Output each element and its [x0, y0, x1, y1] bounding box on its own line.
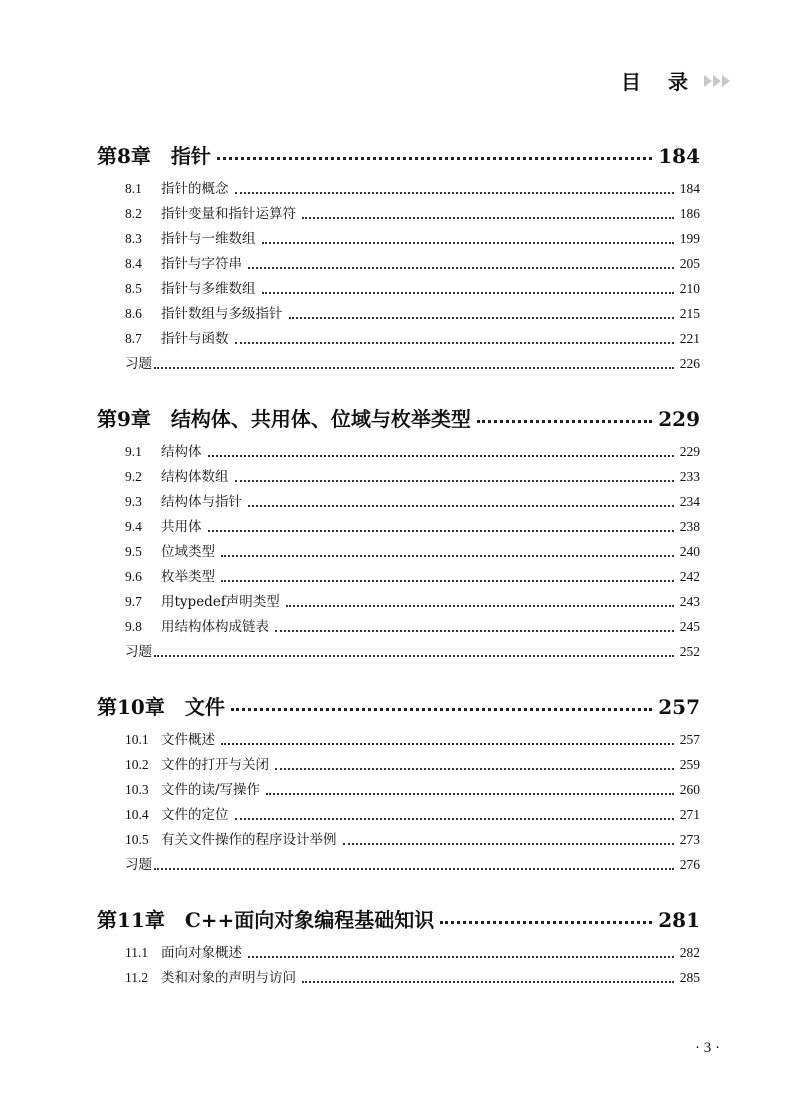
leader-dots	[275, 768, 674, 770]
section-page: 282	[679, 945, 700, 960]
section-number: 9.2	[125, 469, 142, 484]
section-number: 8.2	[125, 206, 142, 221]
chapter-number: 第10章	[97, 695, 165, 719]
section-page: 259	[679, 757, 700, 772]
section-title: 指针数组与多级指针	[161, 306, 283, 322]
chapter-block	[97, 904, 700, 991]
section-title: 结构体数组	[161, 469, 229, 485]
section-page: 221	[679, 331, 700, 346]
leader-dots	[343, 843, 674, 845]
section-page: 229	[679, 444, 700, 459]
section-page: 285	[679, 970, 700, 985]
section-page: 199	[679, 231, 700, 246]
chapter-block	[97, 403, 700, 665]
section-page: 238	[679, 519, 700, 534]
section-page: 215	[679, 306, 700, 321]
section-title: 枚举类型	[161, 569, 215, 585]
section-page: 234	[679, 494, 700, 509]
section-number: 8.6	[125, 306, 142, 321]
section-title: 用结构体构成链表	[161, 619, 269, 635]
leader-dots	[208, 530, 674, 532]
section-page: 210	[679, 281, 700, 296]
leader-dots	[235, 192, 674, 194]
chapter-title: 指针	[170, 144, 211, 168]
section-number: 11.2	[125, 970, 149, 985]
exercise-label: 习题	[125, 857, 152, 873]
chapter-row[interactable]	[97, 691, 700, 719]
section-title: 指针与多维数组	[161, 281, 256, 297]
leader-dots	[208, 455, 674, 457]
section-number: 9.1	[125, 444, 142, 459]
section-row[interactable]	[97, 327, 700, 352]
chapter-page: 229	[658, 407, 700, 431]
exercise-row[interactable]	[97, 352, 700, 377]
section-row[interactable]	[97, 778, 700, 803]
section-number: 9.5	[125, 544, 142, 559]
leader-dots	[154, 868, 674, 870]
section-row[interactable]	[97, 177, 700, 202]
chapter-page: 184	[658, 144, 700, 168]
section-title: 面向对象概述	[161, 945, 242, 961]
leader-dots	[231, 708, 652, 711]
section-page: 240	[679, 544, 700, 559]
leader-dots	[262, 242, 674, 244]
section-number: 9.8	[125, 619, 142, 634]
section-title: 指针变量和指针运算符	[161, 206, 296, 222]
section-number: 10.1	[125, 732, 149, 747]
chapter-page: 281	[658, 908, 700, 932]
section-title: 文件概述	[161, 732, 215, 748]
section-title: 用typedef声明类型	[161, 594, 280, 610]
arrows-icon	[704, 75, 730, 87]
section-title: 文件的打开与关闭	[161, 757, 269, 773]
leader-dots	[302, 981, 674, 983]
exercise-row[interactable]	[97, 853, 700, 878]
chapter-title: 结构体、共用体、位域与枚举类型	[170, 407, 471, 431]
section-title: 指针的概念	[161, 181, 229, 197]
toc-title: 目 录	[621, 70, 698, 94]
section-title: 位域类型	[161, 544, 215, 560]
section-row[interactable]	[97, 465, 700, 490]
section-row[interactable]	[97, 753, 700, 778]
leader-dots	[440, 921, 652, 924]
section-row[interactable]	[97, 941, 700, 966]
leader-dots	[248, 956, 674, 958]
section-title: 结构体与指针	[161, 494, 242, 510]
section-title: 文件的定位	[161, 807, 229, 823]
section-number: 9.3	[125, 494, 142, 509]
section-number: 8.1	[125, 181, 142, 196]
section-page: 186	[679, 206, 700, 221]
section-number: 8.4	[125, 256, 142, 271]
leader-dots	[221, 743, 674, 745]
section-page: 242	[679, 569, 700, 584]
section-page: 273	[679, 832, 700, 847]
section-row[interactable]	[97, 202, 700, 227]
leader-dots	[235, 480, 674, 482]
section-title: 指针与函数	[161, 331, 229, 347]
exercise-page: 276	[679, 857, 700, 872]
leader-dots	[262, 292, 674, 294]
section-title: 文件的读/写操作	[161, 782, 261, 798]
exercise-label: 习题	[125, 356, 152, 372]
section-number: 10.5	[125, 832, 149, 847]
section-title: 指针与一维数组	[161, 231, 256, 247]
section-number: 10.4	[125, 807, 149, 822]
page-number: · 3 ·	[695, 1040, 720, 1056]
exercise-row[interactable]	[97, 640, 700, 665]
section-title: 指针与字符串	[161, 256, 242, 272]
table-of-contents	[97, 140, 700, 1017]
chapter-page: 257	[658, 695, 700, 719]
section-row[interactable]	[97, 615, 700, 640]
chapter-number: 第9章	[97, 407, 151, 431]
section-title: 有关文件操作的程序设计举例	[161, 832, 337, 848]
leader-dots	[266, 793, 674, 795]
section-row[interactable]	[97, 803, 700, 828]
section-row[interactable]	[97, 590, 700, 615]
section-row[interactable]	[97, 565, 700, 590]
section-number: 11.1	[125, 945, 149, 960]
section-row[interactable]	[97, 490, 700, 515]
section-number: 8.3	[125, 231, 142, 246]
section-page: 243	[679, 594, 700, 609]
leader-dots	[248, 267, 674, 269]
section-page: 260	[679, 782, 700, 797]
leader-dots	[275, 630, 674, 632]
section-page: 245	[679, 619, 700, 634]
section-number: 9.7	[125, 594, 142, 609]
section-page: 205	[679, 256, 700, 271]
section-row[interactable]	[97, 277, 700, 302]
section-number: 10.3	[125, 782, 149, 797]
section-row[interactable]	[97, 515, 700, 540]
section-title: 类和对象的声明与访问	[161, 970, 296, 986]
chapter-row[interactable]	[97, 904, 700, 932]
leader-dots	[154, 367, 674, 369]
section-row[interactable]	[97, 728, 700, 753]
section-page: 233	[679, 469, 700, 484]
exercise-page: 226	[679, 356, 700, 371]
section-page: 271	[679, 807, 700, 822]
chapter-number: 第11章	[97, 908, 165, 932]
section-title: 结构体	[161, 444, 202, 460]
chapter-block	[97, 140, 700, 377]
section-number: 10.2	[125, 757, 149, 772]
section-row[interactable]	[97, 302, 700, 327]
section-number: 9.6	[125, 569, 142, 584]
section-row[interactable]	[97, 540, 700, 565]
leader-dots	[248, 505, 674, 507]
chapter-row[interactable]	[97, 403, 700, 431]
leader-dots	[154, 655, 674, 657]
section-row[interactable]	[97, 966, 700, 991]
chapter-block	[97, 691, 700, 878]
leader-dots	[477, 420, 652, 423]
exercise-page: 252	[679, 644, 700, 659]
chapter-number: 第8章	[97, 144, 151, 168]
section-number: 8.7	[125, 331, 142, 346]
leader-dots	[289, 317, 674, 319]
leader-dots	[235, 342, 674, 344]
exercise-label: 习题	[125, 644, 152, 660]
leader-dots	[302, 217, 674, 219]
toc-header	[621, 66, 730, 95]
leader-dots	[221, 555, 674, 557]
section-number: 8.5	[125, 281, 142, 296]
leader-dots	[235, 818, 674, 820]
section-row[interactable]	[97, 440, 700, 465]
leader-dots	[221, 580, 674, 582]
leader-dots	[217, 157, 652, 160]
section-row[interactable]	[97, 252, 700, 277]
chapter-title: C++面向对象编程基础知识	[184, 908, 435, 932]
section-number: 9.4	[125, 519, 142, 534]
leader-dots	[286, 605, 674, 607]
section-title: 共用体	[161, 519, 202, 535]
section-page: 184	[679, 181, 700, 196]
section-row[interactable]	[97, 227, 700, 252]
section-page: 257	[679, 732, 700, 747]
section-row[interactable]	[97, 828, 700, 853]
chapter-title: 文件	[184, 695, 225, 719]
chapter-row[interactable]	[97, 140, 700, 168]
